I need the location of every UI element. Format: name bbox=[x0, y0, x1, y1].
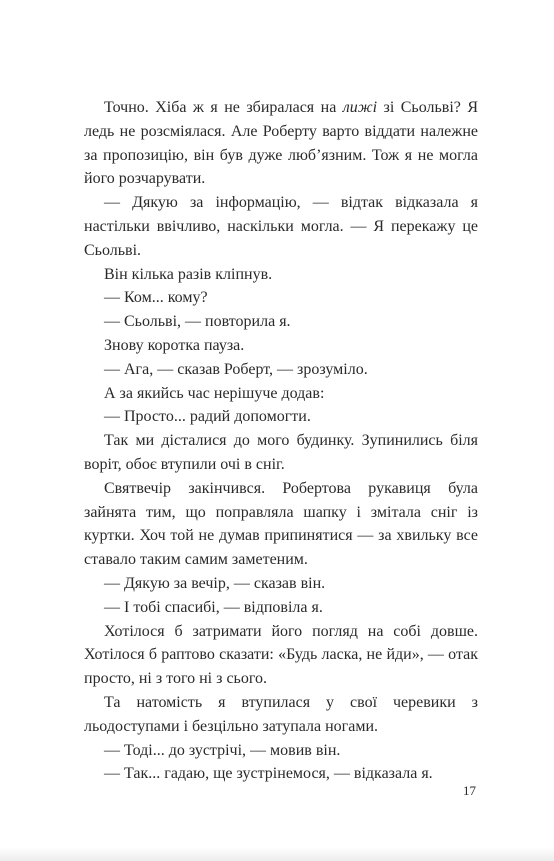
paragraph-1-text-start: Точно. Хіба ж я не збиралася на bbox=[104, 99, 343, 116]
paragraph-17: — Так... гадаю, ще зустрінемося, — відказала я. bbox=[104, 765, 433, 783]
paragraph-16: — Тоді... до зустрічі, — мовив він. bbox=[104, 741, 341, 759]
paragraph-14: Хотілося б затримати його погляд на собі довше. Хотілося б раптово сказати: «Будь ласка, не йди», — отак просто, ні з того ні з сього. bbox=[84, 622, 478, 688]
paragraph-8: А за якийсь час нерішуче додав: bbox=[104, 384, 325, 402]
paragraph-2: — Дякую за інформацію, — відтак відказала я настільки ввічливо, наскільки могла. — Я перекажу це Сьольві. bbox=[84, 194, 478, 259]
paragraph-4: — Ком... кому? bbox=[104, 289, 208, 307]
paragraph-6: Знову коротка пауза. bbox=[104, 336, 245, 354]
paragraph-5: — Сьольві, — повторила я. bbox=[104, 313, 291, 331]
page-number: 17 bbox=[463, 783, 476, 798]
page-bottom-edge bbox=[0, 847, 554, 861]
paragraph-15: Та натомість я втупилася у свої черевики з льодоступами і безцільно затупала ногами. bbox=[84, 693, 478, 735]
paragraph-7: — Ага, — сказав Роберт, — зрозуміло. bbox=[104, 360, 368, 378]
paragraph-9: — Просто... радий допомогти. bbox=[104, 408, 311, 426]
paragraph-1 bbox=[84, 96, 478, 191]
paragraph-12: — Дякую за вечір, — сказав він. bbox=[104, 574, 326, 592]
paragraph-11: Святвечір закінчився. Робертова рукавиця була зайнята тим, що поправляла шапку і змітала сніг із куртки. Хоч той не думав припинятися — за хвильку все ставало таким самим заметеним. bbox=[84, 479, 478, 569]
italic-word-skis: лижі bbox=[342, 99, 378, 116]
paragraph-3: Він кілька разів кліпнув. bbox=[104, 265, 273, 283]
paragraph-13: — І тобі спасибі, — відповіла я. bbox=[104, 598, 323, 616]
paragraph-10: Так ми дісталися до мого будинку. Зупинились біля воріт, обоє втупили очі в сніг. bbox=[84, 432, 478, 473]
body-text bbox=[84, 96, 478, 786]
paragraph-1-text-end: зі Сьольві? Я ледь не розсміялася. Але Роберту варто віддати належне за пропозицію, він був дуже люб’язним. Тож я не могла його розчарувати. bbox=[84, 99, 479, 188]
